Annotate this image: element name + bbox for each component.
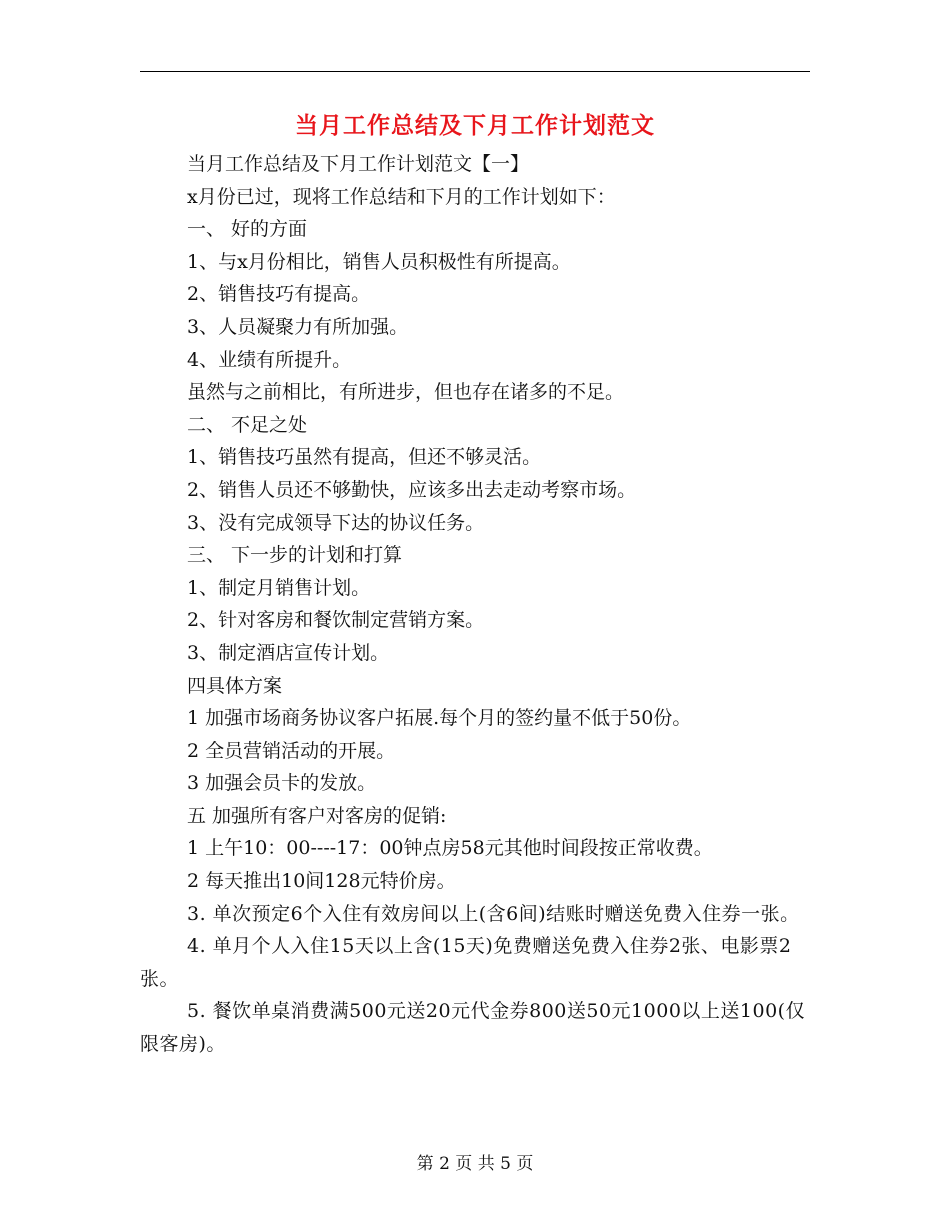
page-number: 第 2 页 共 5 页 xyxy=(416,1154,534,1174)
section-heading: 一、 好的方面 xyxy=(187,218,308,241)
list-item: 2、销售技巧有提高。 xyxy=(187,283,371,306)
section-heading: 二、 不足之处 xyxy=(187,413,308,436)
list-item: 1 上午10：00----17：00钟点房58元其他时间段按正常收费。 xyxy=(187,837,713,860)
section-heading: 三、 下一步的计划和打算 xyxy=(187,544,403,567)
list-item: 2 全员营销活动的开展。 xyxy=(187,739,396,762)
list-item: 3 加强会员卡的发放。 xyxy=(187,772,377,795)
section-heading: 四具体方案 xyxy=(187,674,283,697)
list-item: 1、制定月销售计划。 xyxy=(187,576,371,599)
document-title: 当月工作总结及下月工作计划范文 xyxy=(295,112,655,139)
header-rule xyxy=(140,71,810,72)
body-paragraph: 5. 餐饮单桌消费满500元送20元代金券800送50元1000以上送100(仅限客房)。 xyxy=(140,1000,806,1056)
body-paragraph: 3. 单次预定6个入住有效房间以上(含6间)结账时赠送免费入住券一张。 xyxy=(187,902,800,925)
list-item: 3、没有完成领导下达的协议任务。 xyxy=(187,511,485,534)
list-item: 2、销售人员还不够勤快，应该多出去走动考察市场。 xyxy=(187,478,637,501)
list-item: 1 加强市场商务协议客户拓展.每个月的签约量不低于50份。 xyxy=(187,707,692,730)
body-line: 当月工作总结及下月工作计划范文【一】 xyxy=(187,153,530,175)
list-item: 3、人员凝聚力有所加强。 xyxy=(187,315,409,338)
list-item: 3、制定酒店宣传计划。 xyxy=(187,641,390,664)
list-item: 1、销售技巧虽然有提高，但还不够灵活。 xyxy=(187,446,542,469)
list-item: 4、业绩有所提升。 xyxy=(187,348,352,371)
list-item: 2、针对客房和餐饮制定营销方案。 xyxy=(187,609,485,632)
list-item: 2 每天推出10间128元特价房。 xyxy=(187,870,456,893)
list-item: 1、与x月份相比，销售人员积极性有所提高。 xyxy=(187,250,571,273)
body-line: x月份已过，现将工作总结和下月的工作计划如下： xyxy=(187,185,616,208)
section-heading: 五 加强所有客户对客房的促销: xyxy=(187,804,447,827)
document-body xyxy=(140,148,810,1061)
body-line: 虽然与之前相比，有所进步，但也存在诸多的不足。 xyxy=(187,381,625,404)
body-paragraph: 4. 单月个人入住15天以上含(15天)免费赠送免费入住券2张、电影票2张。 xyxy=(140,935,792,990)
